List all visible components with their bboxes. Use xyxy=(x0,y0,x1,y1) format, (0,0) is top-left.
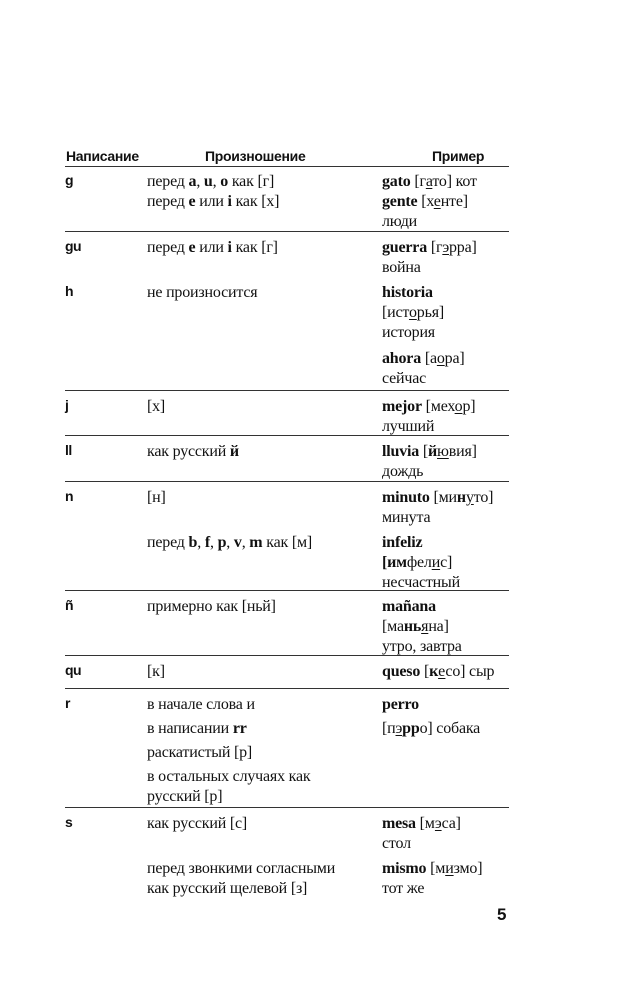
table-row-n xyxy=(65,481,509,590)
example-n: minuto [минуто] минута xyxy=(382,489,494,526)
letter-j: j xyxy=(65,397,69,413)
pronunciation-r: в начале слова и в написании rr раскатистый [р] в остальных случаях как русский [р] xyxy=(147,696,311,805)
letter-qu: qu xyxy=(65,662,82,678)
pronunciation-table xyxy=(65,148,509,898)
example-r: perro [пэрро] собака xyxy=(382,696,481,737)
header-example: Пример xyxy=(432,148,485,164)
example-ll: lluvia [йювия] дождь xyxy=(382,443,477,480)
table-row-enye xyxy=(65,590,509,655)
table-row-g xyxy=(65,166,509,231)
pronunciation-h: не произносится xyxy=(147,284,258,301)
letter-g: g xyxy=(65,172,74,188)
pronunciation-g: перед a, u, o как [г] перед e или i как [х] xyxy=(147,173,280,210)
pronunciation-s-voiced: перед звонкими согласными как русский щелевой [з] xyxy=(147,860,336,897)
table-row-ll xyxy=(65,435,509,481)
letter-n: n xyxy=(65,488,74,504)
header-pronunciation: Произношение xyxy=(205,148,306,164)
pronunciation-ll: как русский й xyxy=(147,443,239,460)
table-row-s xyxy=(65,807,509,898)
pronunciation-qu: [к] xyxy=(147,663,165,680)
letter-h: h xyxy=(65,283,74,299)
table-row-j xyxy=(65,390,509,435)
example-n-infeliz: infeliz [имфелис] несчастный xyxy=(382,534,460,591)
letter-ll: ll xyxy=(65,442,72,458)
example-s: mesa [мэса] стол xyxy=(382,815,461,852)
table-row-qu xyxy=(65,655,509,688)
letter-r: r xyxy=(65,695,70,711)
pronunciation-n-before-labials: перед b, f, p, v, m как [м] xyxy=(147,534,313,551)
example-g: gato [гато] кот gente [хенте] люди xyxy=(382,173,477,230)
example-enye: mañana [маньяна] утро, завтра xyxy=(382,598,462,655)
table-row-r xyxy=(65,688,509,807)
example-s-mismo: mismo [мизмо] тот же xyxy=(382,860,483,897)
pronunciation-j: [х] xyxy=(147,398,166,415)
example-j: mejor [мехор] лучший xyxy=(382,398,476,435)
pronunciation-s: как русский [с] xyxy=(147,815,248,832)
page-number: 5 xyxy=(497,905,507,924)
example-qu: queso [кесо] сыр xyxy=(382,663,495,680)
header-spelling: Написание xyxy=(66,148,139,164)
table-row-gu-h xyxy=(65,231,509,390)
letter-enye: ñ xyxy=(65,597,74,613)
pronunciation-n: [н] xyxy=(147,489,166,506)
example-h: historia [исторья] история ahora [аора] сейчас xyxy=(382,284,465,387)
table-header xyxy=(65,148,509,166)
example-gu: guerra [гэрра] война xyxy=(382,239,477,276)
pronunciation-enye: примерно как [ньй] xyxy=(147,598,276,615)
pronunciation-gu: перед e или i как [г] xyxy=(147,239,278,256)
letter-s: s xyxy=(65,814,73,830)
letter-gu: gu xyxy=(65,238,82,254)
